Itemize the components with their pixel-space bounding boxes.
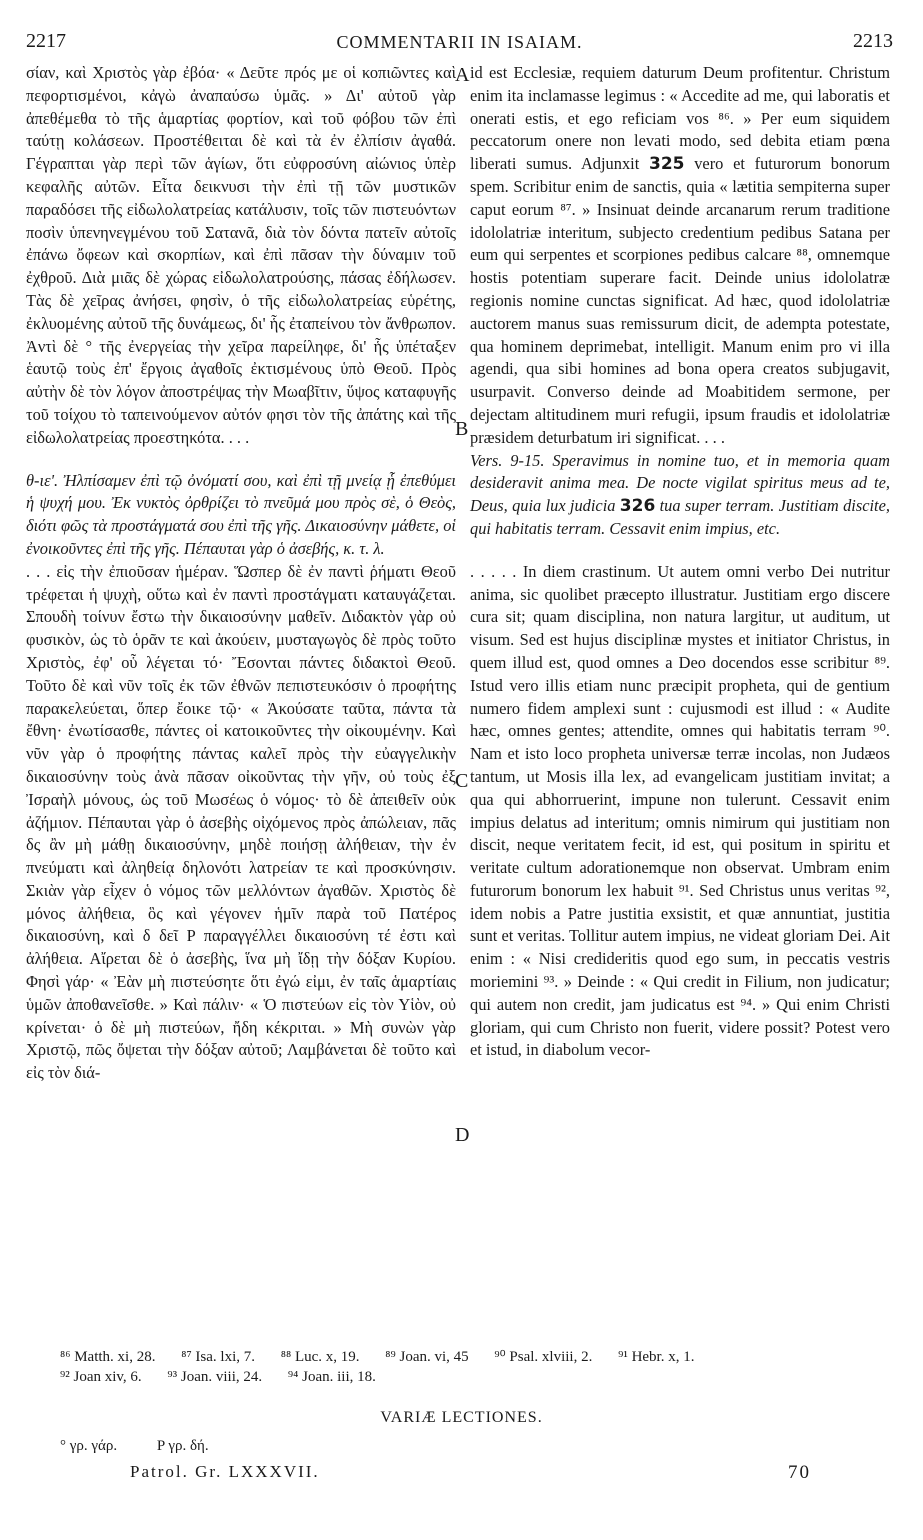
latin-column xyxy=(470,62,890,1062)
variant-reading: ° γρ. γάρ. xyxy=(60,1438,118,1454)
running-title: COMMENTARII IN ISAIAM. xyxy=(336,32,583,52)
margin-letter-a: A xyxy=(455,64,470,86)
footnote: ⁹² Joan xiv, 6. xyxy=(60,1369,142,1385)
variae-lectiones xyxy=(60,1436,245,1456)
margin-letter-d: D xyxy=(455,1124,470,1146)
latin-lemma-part-a: Vers. 9-15. Speravimus in nomine tuo, et in memoria quam desideravit anima mea. De nocte vigilat spiritus meus ad te, Deus, quia lux judicia xyxy=(470,450,890,516)
footnote: ⁹⁴ Joan. iii, 18. xyxy=(287,1369,376,1385)
page-number-right: 2213 xyxy=(853,30,893,52)
latin-paragraph-2: . . . . . In diem crastinum. Ut autem omni verbo Dei nutritur anima, sic quolibet præcepto illustratur. Justitiam ergo discere cura sit; quam disciplina, non natura largitur, ut auditum, ut visum. Sed est hujus disciplinæ mystes et initiator Christus, in quem illud est, quod omnes a Deo docendos esse scribitur ⁸⁹. Istud vero illis etiam nunc præcipit propheta, qui de gentium numero fidem amplexi sunt : cujusmodi est illud : « Audite hæc, omnes gentes; attendite, omnes qui habitatis terram ⁹⁰. Nam et isto loco propheta universæ terræ incolas, non Judæos tantum, ut Mosis illa lex, ad evangelicam justitiam invitat; a qua qui abhorruerint, impune non tulerunt. Cessavit enim impius delatus ad interitum; omnis nimirum qui justitiam non discit, neque veritatem fecit, id est, qui positum in spiritu et veritate cultum adorationemque non observat. Umbram enim futurorum bonorum lex habuit ⁹¹. Sed Christus unus veritas ⁹², idem nobis a Patre justitia exsistit, et quæ annuntiat, justitia sunt et veritas. Tollitur autem impius, ne videat gloriam Dei. Ait enim : « Nisi credideritis quod ego sum, in peccatis vestris moriemini ⁹³. » Deinde : « Qui credit in Filium, non judicatur; qui autem non credit, jam judicatus est ⁹⁴. » Qui enim Christi gloriam, qui cum Christo non fuerit, videre possit? Potest vero et istud, in diabolum vecor- xyxy=(470,561,890,1060)
footnote: ⁸⁷ Isa. lxi, 7. xyxy=(181,1349,256,1365)
footnote: ⁹¹ Hebr. x, 1. xyxy=(618,1349,695,1365)
latin-paragraph-1-part-a: id est Ecclesiæ, requiem daturum Deum profitentur. Christum enim ita inclamasse legimus : « Accedite ad me, qui laboratis et onerati estis, et ego reficiam vos ⁸⁶. » Per eum siquidem peccatorum onere non levati modo, sed debita etiam pœna liberati sumus. Adjunxit xyxy=(470,63,890,174)
variae-lectiones-title: VARIÆ LECTIONES. xyxy=(380,1409,543,1426)
latin-paragraph-1 xyxy=(470,62,890,450)
latin-lemma-part-b: tua super terram. Justitiam discite, qui habitatis terram. Cessavit enim impius, etc. xyxy=(470,496,890,538)
column-number-326: 326 xyxy=(619,496,656,517)
page-header xyxy=(26,30,893,58)
patrologia-signature: Patrol. Gr. LXXXVII. xyxy=(130,1462,320,1481)
page-footer xyxy=(130,1462,811,1486)
footnote: ⁹⁰ Psal. xlviii, 2. xyxy=(494,1349,593,1365)
column-number-325: 325 xyxy=(648,154,685,175)
footnote: ⁸⁸ Luc. x, 19. xyxy=(280,1349,360,1365)
footnote: ⁸⁶ Matth. xi, 28. xyxy=(60,1349,156,1365)
gathering-number: 70 xyxy=(788,1462,811,1483)
footnote: ⁸⁹ Joan. vi, 45 xyxy=(385,1349,469,1365)
greek-column xyxy=(26,62,456,1085)
latin-paragraph-1-part-b: vero et futurorum bonorum spem. Scribitur enim de sanctis, quia « lætitia sempiterna super caput eorum ⁸⁷. » Insinuat deinde arcanarum rerum traditione idololatriæ interitum, subjecto credentium pedibus Satana per eum qui serpentes et scorpiones pedibus calcare ⁸⁸, omnemque hostis potentiam superare facit. Deinde unius idololatræ regionis nomine cunctas significat. Ad hæc, quod idololatriæ auctorem manus suas remissurum dicit, de adempta potestate, qua hominem deprimebat, intelligit. Manum enim pro vi illa agendi, qua sibi homines ad bona opera creatos subjugavit, usurpavit. Converso deinde ad Moabitidem sermone, per dejectam altitudinem muri refugii, ipsum fraudis et idololatriæ præsidem deturbatum iri significat. . . . xyxy=(470,154,890,447)
greek-lemma: θ-ιε'. Ἠλπίσαμεν ἐπὶ τῷ ὀνόματί σου, καὶ ἐπὶ τῇ μνείᾳ ᾗ ἐπεθύμει ἡ ψυχή μου. Ἐκ νυκτὸς ὀρθρίζει τὸ πνεῦμά μου πρὸς σὲ, ὁ Θεὸς, διότι φῶς τὰ προστάγματά σου ἐπὶ τῆς γῆς. Δικαιοσύνην μάθετε, οἱ ἐνοικοῦντες ἐπὶ τῆς γῆς. Πέπαυται γὰρ ὁ ἀσεβής, κ. τ. λ. xyxy=(26,470,456,558)
footnotes xyxy=(60,1347,893,1387)
footnote: ⁹³ Joan. viii, 24. xyxy=(167,1369,263,1385)
greek-paragraph-2: . . . εἰς τὴν ἐπιοῦσαν ἡμέραν. Ὥσπερ δὲ ἐν παντὶ ῥήματι Θεοῦ τρέφεται ἡ ψυχὴ, οὕτω καὶ ἐν παντὶ προστάγματι καταυγάζεται. Σπουδὴ τοίνυν ἔστω τὴν δικαιοσύνην μαθεῖν. Διδακτὸν γὰρ οὐ φυσικὸν, ὡς τὸ ὁρᾶν τε καὶ ἀκούειν, μυσταγωγὸς δὲ πρὸς τοῦτο Χριστὸς, ἐφ' οὗ λέγεται τό· Ἔσονται πάντες διδακτοὶ Θεοῦ. Τοῦτο δὲ καὶ νῦν τοῖς ἐκ τῶν ἐθνῶν πεπιστευκόσιν ὁ προφήτης παρακελεύεται, ὅπερ ἔοικε τῷ· « Ἀκούσατε ταῦτα, πάντα τὰ ἔθνη· ἐνωτίσασθε, πάντες οἱ κατοικοῦντες τὴν οἰκουμένην. Καὶ νῦν γὰρ ὁ προφήτης πάντας καλεῖ πρὸς τὴν εὐαγγελικὴν δικαιοσύνην τοὺς ἀνὰ πᾶσαν οἰκοῦντας τὴν γῆν, οὐ τοὺς ἐξ Ἰσραὴλ μόνους, ὡς τοῦ Μωσέως ὁ νόμος· τὸ δὲ ἀπειθεῖν οὐκ ἀζήμιον. Πέπαυται γὰρ ὁ ἀσεβὴς οἰχόμενος πρὸς ἀπώλειαν, πᾶς δς ἂν μὴ μάθῃ δικαιοσύνην, μηδὲ ποιήσῃ ἀλήθειαν, τὴν ἐν πνεύματι καὶ ἀληθείᾳ δηλονότι λατρείαν τε καὶ προσκύνησιν. Σκιὰν γὰρ εἶχεν ὁ νόμος τῶν μελλόντων ἀγαθῶν. Χριστὸς δὲ μόνος ἀλήθεια, ὃς καὶ γέγονεν ἡμῖν παρὰ τοῦ Πατέρος δικαιοσύνη, καὶ δ δεῖ P παραγγέλλει δικαιοσύνη τέ ἐστι καὶ ἀλήθεια. Αἴρεται δὲ ὁ ἀσεβὴς, ἵνα μὴ ἴδῃ τὴν δόξαν Κυρίου. Φησὶ γάρ· « Ἐὰν μὴ πιστεύσητε ὅτι ἐγώ εἰμι, ἐν ταῖς ἁμαρτίαις ὑμῶν ἀποθανεῖσθε. » Καὶ πάλιν· « Ὁ πιστεύων εἰς τὸν Υἱὸν, οὐ κρίνεται· ὁ δὲ μὴ πιστεύων, ἤδη κέκριται. » Μὴ συνὼν γὰρ Χριστῷ, πῶς ὄψεται τὴν δόξαν αὐτοῦ; Λαμβάνεται δὲ τοῦτο καὶ εἰς τὸν διά- xyxy=(26,561,456,1083)
page-number-left: 2217 xyxy=(26,30,66,52)
margin-letter-c: C xyxy=(455,770,469,792)
greek-paragraph-1: σίαν, καὶ Χριστὸς γὰρ ἐβόα· « Δεῦτε πρός με οἱ κοπιῶντες καὶ πεφορτισμένοι, κἀγὼ ἀναπαύσω ὑμᾶς. » Δι' αὐτοῦ γὰρ ἀπεθέμεθα τὸ τῆς ἁμαρτίας φορτίον, καὶ τοῦ φόβου τῶν ἐπὶ ταύτῃ κολάσεων. Προστέθειται δὲ καὶ τὰ ἐν ἐλπίσιν ἀγαθά. Γέγραπται γὰρ περὶ τῶν ἁγίων, ὅτι εὐφροσύνη αἰώνιος ὑπὲρ κεφαλῆς αὐτῶν. Εἶτα δεικνυσι τὴν ἐπὶ τῇ τῶν μυστικῶν παραδόσει τῆς εἰδωλολατρείας κατάλυσιν, τοῖς τῶν πιστευόντων ποσὶν ὑπενηνεγμένου τοῦ Σατανᾶ, διὰ τὸν δόντα πατεῖν αὐτοῖς ἐπάνω ὄφεων καὶ σκορπίων, καὶ ἐπὶ πᾶσαν τὴν δύναμιν τοῦ ἐχθροῦ. Διὰ μιᾶς δὲ χώρας εἰδωλολατρούσης, πάσας ἐδήλωσεν. Τὰς δὲ χεῖρας ἀνήσει, φησὶν, ὁ τῆς εἰδωλολατρείας εὑρέτης, ἐκλυομένης αὐτοῦ τῆς δυνάμεως, δι' ἧς ἐταπείνου τὸν ἄνθρωπον. Ἀντὶ δὲ ° τῆς ἐνεργείας τὴν χεῖρα παρείληφε, δι' ἧς ὑπέταξεν ἑαυτῷ τοὺς ἐπ' ἔργοις ἀγαθοῖς ἐκτισμένους ὑπὸ Θεοῦ. Πρὸς αὐτὴν δὲ τὸν λόγον ἀποστρέψας τὴν Μωαβῖτιν, ὕψος καταφυγῆς τοῦ τοίχου τὸ ταπεινούμενον αὐτόν φησι τὸν τῆς ἀπάτης καὶ τῆς εἰδωλολατρείας προεστηκότα. . . . xyxy=(26,63,456,447)
variant-reading: P γρ. δή. xyxy=(156,1438,209,1454)
latin-lemma xyxy=(470,450,890,541)
margin-letter-b: B xyxy=(455,418,469,440)
